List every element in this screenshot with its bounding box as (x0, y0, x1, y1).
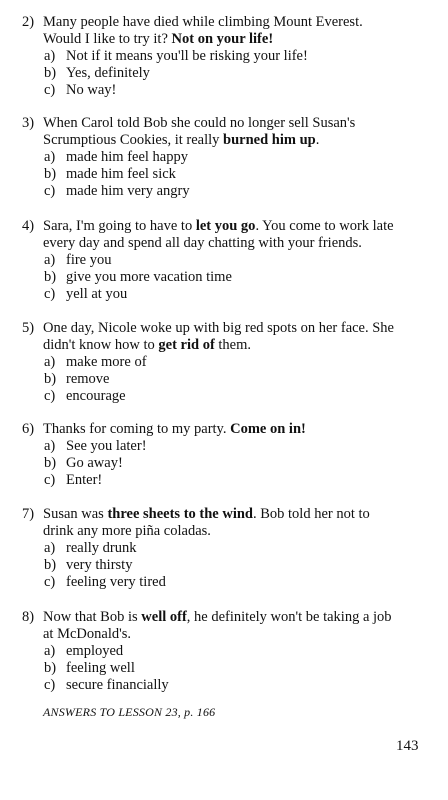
option-a (44, 149, 422, 166)
option-text: Not if it means you'll be risking your life! (66, 48, 308, 64)
option-letter: c) (44, 574, 56, 590)
text-run: Many people have died while climbing Mount Everest. (43, 14, 363, 30)
text-run: When Carol told Bob she could no longer sell Susan's (43, 115, 356, 131)
question-text (43, 421, 422, 438)
option-c (44, 574, 422, 591)
option-text: really drunk (66, 540, 137, 556)
text-run: every day and spend all day chatting with your friends. (43, 235, 362, 251)
question-line (43, 506, 422, 523)
question-line (43, 218, 422, 235)
options-list (44, 354, 422, 405)
option-b (44, 166, 422, 183)
option-c (44, 388, 422, 405)
option-letter: b) (44, 269, 57, 285)
text-run: Now that Bob is (43, 609, 142, 625)
option-text: feeling very tired (66, 574, 166, 590)
option-text: made him feel sick (66, 166, 176, 182)
question-line (43, 132, 422, 149)
option-c (44, 286, 422, 303)
question-line (43, 421, 422, 438)
question-text (43, 218, 422, 252)
answers-reference: ANSWERS TO LESSON 23, p. 166 (43, 705, 216, 719)
question-line (43, 337, 422, 354)
option-text: very thirsty (66, 557, 133, 573)
text-run: drink any more piña coladas. (43, 523, 211, 539)
question-number: 3) (22, 115, 35, 131)
option-text: made him very angry (66, 183, 190, 199)
option-letter: c) (44, 82, 56, 98)
idiom-bold: Not on your life! (171, 31, 274, 47)
option-text: made him feel happy (66, 149, 188, 165)
option-a (44, 643, 422, 660)
option-c (44, 82, 422, 99)
option-letter: a) (44, 48, 56, 64)
option-letter: c) (44, 677, 56, 693)
text-run: , he definitely won't be taking a job (186, 609, 392, 625)
option-text: secure financially (66, 677, 169, 693)
option-text: Yes, definitely (66, 65, 150, 81)
text-run: One day, Nicole woke up with big red spots on her face. She (43, 320, 394, 336)
options-list (44, 540, 422, 591)
question-6 (22, 421, 422, 489)
question-4 (22, 218, 422, 303)
idiom-bold: let you go (195, 218, 256, 234)
option-text: See you later! (66, 438, 147, 454)
option-text: remove (66, 371, 110, 387)
idiom-bold: get rid of (158, 337, 215, 353)
question-line (43, 235, 422, 252)
question-line (43, 626, 422, 643)
option-c (44, 183, 422, 200)
option-b (44, 269, 422, 286)
option-c (44, 472, 422, 489)
question-line (43, 320, 422, 337)
option-a (44, 252, 422, 269)
option-letter: a) (44, 354, 56, 370)
options-list (44, 438, 422, 489)
question-text (43, 115, 422, 149)
text-run: . You come to work late (255, 218, 394, 234)
option-text: feeling well (66, 660, 135, 676)
options-list (44, 643, 422, 694)
question-number: 8) (22, 609, 35, 625)
option-letter: a) (44, 438, 56, 454)
option-letter: b) (44, 660, 57, 676)
question-line (43, 31, 422, 48)
options-list (44, 48, 422, 99)
option-letter: b) (44, 455, 57, 471)
option-text: Go away! (66, 455, 123, 471)
option-letter: a) (44, 540, 56, 556)
question-line (43, 14, 422, 31)
option-text: Enter! (66, 472, 103, 488)
option-letter: c) (44, 286, 56, 302)
text-run: them. (214, 337, 252, 353)
option-text: fire you (66, 252, 112, 268)
option-letter: b) (44, 557, 57, 573)
option-text: give you more vacation time (66, 269, 232, 285)
page-number: 143 (396, 738, 419, 754)
question-number: 6) (22, 421, 35, 437)
idiom-bold: Come on in! (230, 421, 306, 437)
option-text: No way! (66, 82, 117, 98)
options-list (44, 252, 422, 303)
idiom-bold: burned him up (223, 132, 316, 148)
option-text: yell at you (66, 286, 128, 302)
option-c (44, 677, 422, 694)
question-8 (22, 609, 422, 694)
text-run: at McDonald's. (43, 626, 131, 642)
option-letter: a) (44, 149, 56, 165)
option-b (44, 557, 422, 574)
option-letter: a) (44, 643, 56, 659)
option-letter: b) (44, 65, 57, 81)
options-list (44, 149, 422, 200)
text-run: . (315, 132, 320, 148)
question-2 (22, 14, 422, 99)
question-7 (22, 506, 422, 591)
question-line (43, 523, 422, 540)
text-run: Scrumptious Cookies, it really (43, 132, 224, 148)
idiom-bold: well off (141, 609, 187, 625)
option-letter: c) (44, 472, 56, 488)
option-letter: b) (44, 371, 57, 387)
option-letter: b) (44, 166, 57, 182)
question-5 (22, 320, 422, 405)
option-text: employed (66, 643, 124, 659)
option-b (44, 65, 422, 82)
option-a (44, 540, 422, 557)
text-run: . Bob told her not to (252, 506, 370, 522)
option-text: make more of (66, 354, 147, 370)
option-a (44, 48, 422, 65)
question-number: 7) (22, 506, 35, 522)
text-run: Thanks for coming to my party. (43, 421, 231, 437)
option-letter: c) (44, 388, 56, 404)
text-run: Susan was (43, 506, 108, 522)
option-b (44, 371, 422, 388)
text-run: Sara, I'm going to have to (43, 218, 196, 234)
option-letter: a) (44, 252, 56, 268)
option-a (44, 438, 422, 455)
question-line (43, 609, 422, 626)
option-letter: c) (44, 183, 56, 199)
question-text (43, 14, 422, 48)
option-b (44, 455, 422, 472)
question-text (43, 320, 422, 354)
option-text: encourage (66, 388, 126, 404)
question-3 (22, 115, 422, 200)
option-b (44, 660, 422, 677)
question-number: 5) (22, 320, 35, 336)
question-number: 4) (22, 218, 35, 234)
question-text (43, 609, 422, 643)
text-run: Would I like to try it? (43, 31, 172, 47)
text-run: didn't know how to (43, 337, 159, 353)
option-a (44, 354, 422, 371)
question-line (43, 115, 422, 132)
question-number: 2) (22, 14, 35, 30)
idiom-bold: three sheets to the wind (107, 506, 253, 522)
question-text (43, 506, 422, 540)
